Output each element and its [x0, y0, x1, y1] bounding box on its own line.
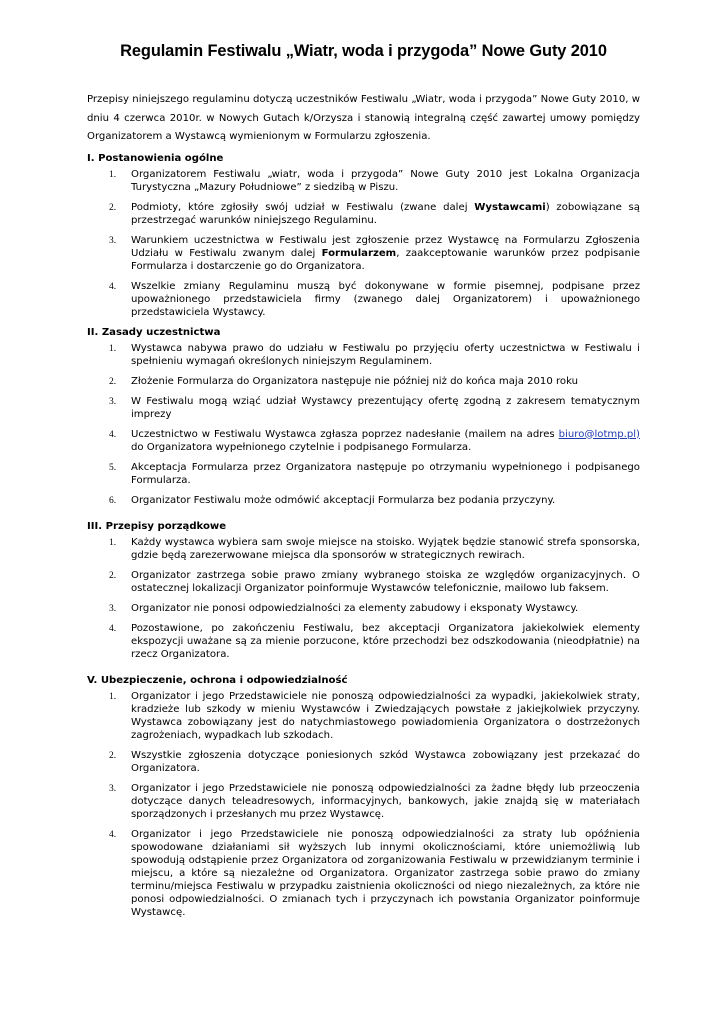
item-text: Organizator i jego Przedstawiciele nie ponoszą odpowiedzialności za żadne błędy lub przeoczenia dotyczące danych teleadresowych, informacyjnych, bankowych, jakie znajdą się w materiałach sporządzonych i przesłanych mu przez Wystawcę.	[131, 782, 640, 820]
item-text: Organizator i jego Przedstawiciele nie ponoszą odpowiedzialności za straty lub opóźnienia spowodowane działaniami sił wyższych lub innymi okolicznościami, które uniemożliwią lub spowodują odstąpienie przez Organizatora od zorganizowania Festiwalu w przewidzianym terminie i miejscu, a które są niezależne od Organizatora. Organizator zastrzega sobie prawo do zmiany terminu/miejsca Festiwalu w przypadku zaistnienia okoliczności od niego niezależnych, za które nie ponosi odpowiedzialności. O zmianach tych i przyczynach ich powstania Organizator poinformuje Wystawcę.	[131, 828, 640, 918]
list-item	[87, 622, 640, 661]
list-item	[87, 280, 640, 319]
section-list	[87, 168, 640, 319]
bold-term: Wystawcami	[474, 201, 546, 213]
item-text: , zaakceptowanie warunków przez podpisanie Formularza i dostarczenie go do Organizatora.	[131, 247, 640, 272]
bold-term: Formularzem	[321, 247, 397, 259]
list-item-number: 1.	[109, 169, 117, 180]
list-item-number: 4.	[109, 829, 117, 840]
item-text: Organizator i jego Przedstawiciele nie ponoszą odpowiedzialności za wypadki, jakiekolwiek straty, kradzieże lub szkody w mieniu Wystawców i Zwiedzających powstałe z jakiejkolwiek przyczyny. Wystawca zobowiązany jest do natychmiastowego powiadomienia Organizatora o dostrzeżonych zagrożeniach, wypadkach lub szkodach.	[131, 690, 640, 741]
list-item-number: 1.	[109, 537, 117, 548]
document-page	[87, 42, 640, 926]
list-item	[87, 342, 640, 368]
list-item	[87, 168, 640, 194]
list-item	[87, 234, 640, 273]
list-item	[87, 782, 640, 821]
item-text: Wszelkie zmiany Regulaminu muszą być dokonywane w formie pisemnej, podpisane przez upoważnionego przedstawiciela firmy (zwanego dalej Organizatorem) i upoważnionego przedstawiciela Wystawcy.	[131, 280, 640, 318]
item-text: Organizatorem Festiwalu „wiatr, woda i przygoda” Nowe Guty 2010 jest Lokalna Organizacja Turystyczna „Mazury Południowe” z siedzibą w Piszu.	[131, 168, 640, 193]
list-item-number: 3.	[109, 235, 117, 246]
item-text: Wystawca nabywa prawo do udziału w Festiwalu po przyjęciu oferty uczestnictwa w Festiwalu i spełnieniu wymagań określonych niniejszym Regulaminem.	[131, 342, 640, 367]
list-item	[87, 428, 640, 454]
item-text: Organizator zastrzega sobie prawo zmiany wybranego stoiska ze względów organizacyjnych. O ostatecznej lokalizacji Organizator poinformuje Wystawców telefonicznie, mailowo lub faksem.	[131, 569, 640, 594]
list-item-number: 2.	[109, 202, 117, 213]
item-text: Pozostawione, po zakończeniu Festiwalu, bez akceptacji Organizatora jakiekolwiek elementy ekspozycji uważane są za mienie porzucone, które przechodzi bez odszkodowania (nieodpłatnie) na rzecz Organizatora.	[131, 622, 640, 660]
item-text: Warunkiem uczestnictwa w Festiwalu jest zgłoszenie przez Wystawcę na Formularzu Zgłoszenia Udziału w Festiwalu zwanym dalej	[131, 234, 640, 259]
list-item-number: 3.	[109, 603, 117, 614]
list-item-number: 6.	[109, 495, 117, 506]
section-list	[87, 342, 640, 507]
list-item	[87, 395, 640, 421]
item-text: ) zobowiązane są przestrzegać warunków niniejszego Regulaminu.	[131, 201, 640, 226]
item-text: Organizator Festiwalu może odmówić akceptacji Formularza bez podania przyczyny.	[131, 494, 556, 506]
list-item-number: 2.	[109, 750, 117, 761]
list-item	[87, 494, 640, 507]
intro-paragraph: Przepisy niniejszego regulaminu dotyczą uczestników Festiwalu „Wiatr, woda i przygoda” Nowe Guty 2010, w dniu 4 czerwca 2010r. w Nowych Gutach k/Orzysza i stanowią integralną część zawartej umowy pomiędzy Organizatorem a Wystawcą wymienionym w Formularzu zgłoszenia.	[87, 94, 640, 142]
list-item	[87, 602, 640, 615]
list-item-number: 2.	[109, 570, 117, 581]
section-heading: I. Postanowienia ogólne	[87, 152, 224, 164]
list-item	[87, 201, 640, 227]
item-text: Złożenie Formularza do Organizatora następuje nie później niż do końca maja 2010 roku	[131, 375, 579, 387]
sections-container	[87, 152, 640, 919]
item-text: Akceptacja Formularza przez Organizatora następuje po otrzymaniu wypełnionego i podpisanego Formularza.	[131, 461, 640, 486]
item-text: Organizator nie ponosi odpowiedzialności za elementy zabudowy i eksponaty Wystawcy.	[131, 602, 579, 614]
item-text: W Festiwalu mogą wziąć udział Wystawcy prezentujący ofertę zgodną z zakresem tematycznym imprezy	[131, 395, 640, 420]
section-list	[87, 690, 640, 919]
list-item-number: 4.	[109, 429, 117, 440]
list-item-number: 1.	[109, 343, 117, 354]
list-item-number: 3.	[109, 783, 117, 794]
item-text: Podmioty, które zgłosiły swój udział w Festiwalu (zwane dalej	[131, 201, 475, 213]
list-item	[87, 536, 640, 562]
list-item	[87, 690, 640, 742]
list-item	[87, 461, 640, 487]
list-item-number: 5.	[109, 462, 117, 473]
list-item	[87, 828, 640, 919]
list-item-number: 4.	[109, 281, 117, 292]
list-item-number: 1.	[109, 691, 117, 702]
page-title: Regulamin Festiwalu „Wiatr, woda i przygoda” Nowe Guty 2010	[120, 42, 607, 60]
section-heading: II. Zasady uczestnictwa	[87, 326, 221, 338]
item-text: Wszystkie zgłoszenia dotyczące poniesionych szkód Wystawca zobowiązany jest przekazać do Organizatora.	[131, 749, 640, 774]
item-text: do Organizatora wypełnionego czytelnie i podpisanego Formularza.	[131, 441, 472, 453]
list-item	[87, 749, 640, 775]
list-item-number: 2.	[109, 376, 117, 387]
list-item	[87, 375, 640, 388]
section-list	[87, 536, 640, 661]
item-text: Uczestnictwo w Festiwalu Wystawca zgłasza poprzez nadesłanie (mailem na adres	[131, 428, 559, 440]
list-item	[87, 569, 640, 595]
list-item-number: 3.	[109, 396, 117, 407]
item-text: Każdy wystawca wybiera sam swoje miejsce na stoisko. Wyjątek będzie stanowić strefa sponsorska, gdzie będą zarezerwowane miejsca dla sponsorów w strategicznych rewirach.	[131, 536, 640, 561]
email-link[interactable]: biuro@lotmp.pl)	[558, 428, 640, 440]
section-heading: III. Przepisy porządkowe	[87, 520, 227, 532]
list-item-number: 4.	[109, 623, 117, 634]
section-heading: V. Ubezpieczenie, ochrona i odpowiedzialność	[87, 674, 348, 686]
